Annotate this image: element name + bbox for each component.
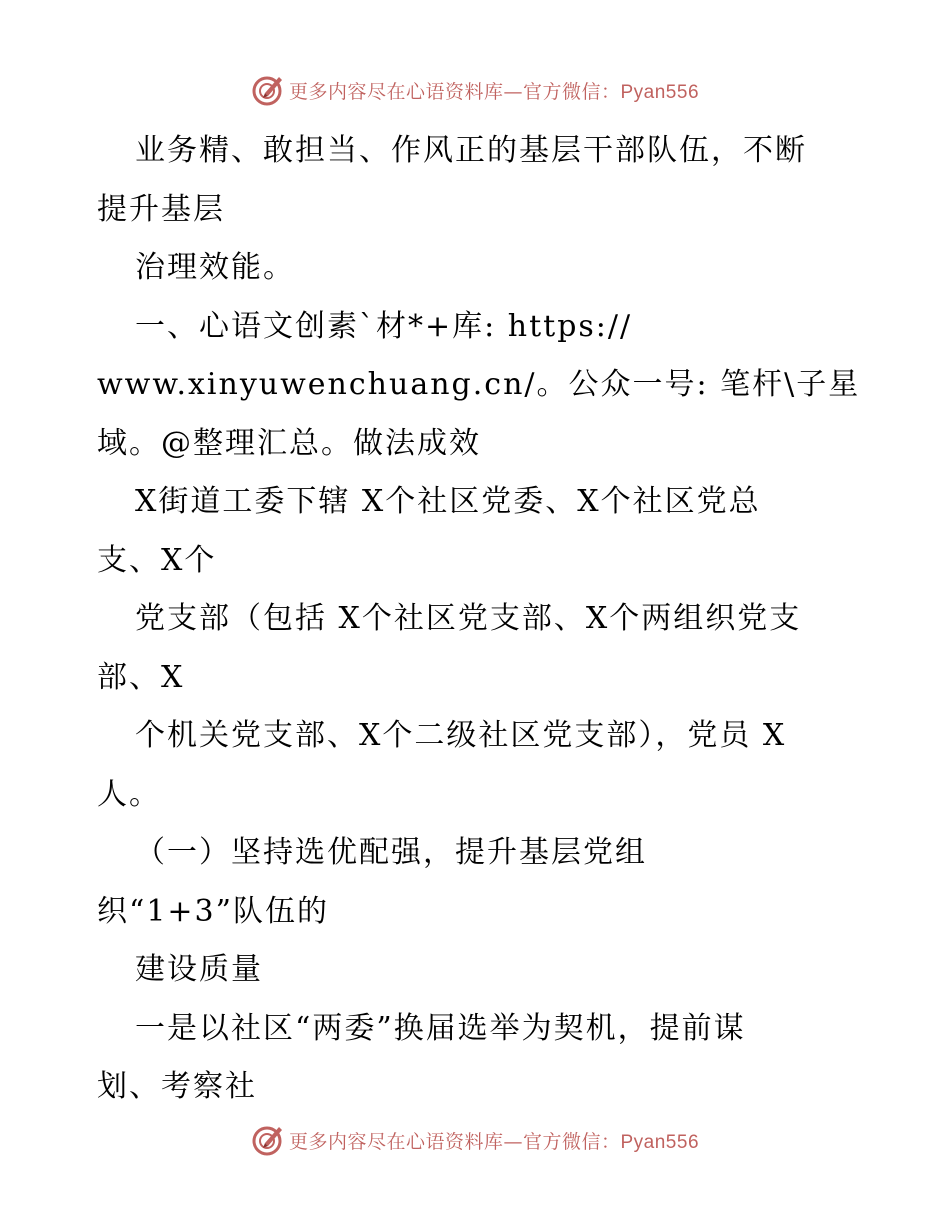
body-line: 部、X [97,659,185,695]
document-body [97,122,861,1117]
body-line: 业务精、敢担当、作风正的基层干部队伍，不断 [135,133,807,168]
header-banner [0,70,950,110]
header-banner-inner [251,73,699,107]
body-line: 提升基层 [97,191,225,227]
body-line: 域。@整理汇总。做法成效 [97,425,481,461]
section-heading: 建设质量 [135,952,263,987]
body-line: 一、心语文创素`材*+库: https:// [135,308,633,344]
body-line: 人。 [97,776,161,812]
body-line: www.xinyuwenchuang.cn/。公众一号: 笔杆\子星 [97,367,861,402]
header-wechat-id: Pyan556 [620,81,700,103]
body-line: 个机关党支部、X个二级社区党支部），党员 X [135,718,787,753]
pen-logo-icon [251,1123,285,1157]
footer-wechat-id: Pyan556 [620,1131,700,1153]
header-banner-text: 更多内容尽在心语资料库—官方微信：Pyan556 [288,80,700,103]
body-line: 支、X个 [97,542,217,578]
body-line: X街道工委下辖 X个社区党委、X个社区党总 [135,484,761,519]
footer-banner-text: 更多内容尽在心语资料库—官方微信：Pyan556 [288,1130,700,1153]
pen-logo-icon [251,73,285,107]
section-heading: （一）坚持选优配强，提升基层党组 [135,835,647,870]
footer-banner-inner [251,1123,699,1157]
body-line: 治理效能。 [135,250,295,285]
footer-banner [0,1120,950,1160]
body-line: 党支部（包括 X个社区党支部、X个两组织党支 [135,601,802,636]
body-line: 一是以社区“两委”换届选举为契机，提前谋 [135,1010,746,1046]
section-heading: 织“1+3”队伍的 [97,893,329,929]
body-line: 划、考察社 [97,1069,257,1104]
